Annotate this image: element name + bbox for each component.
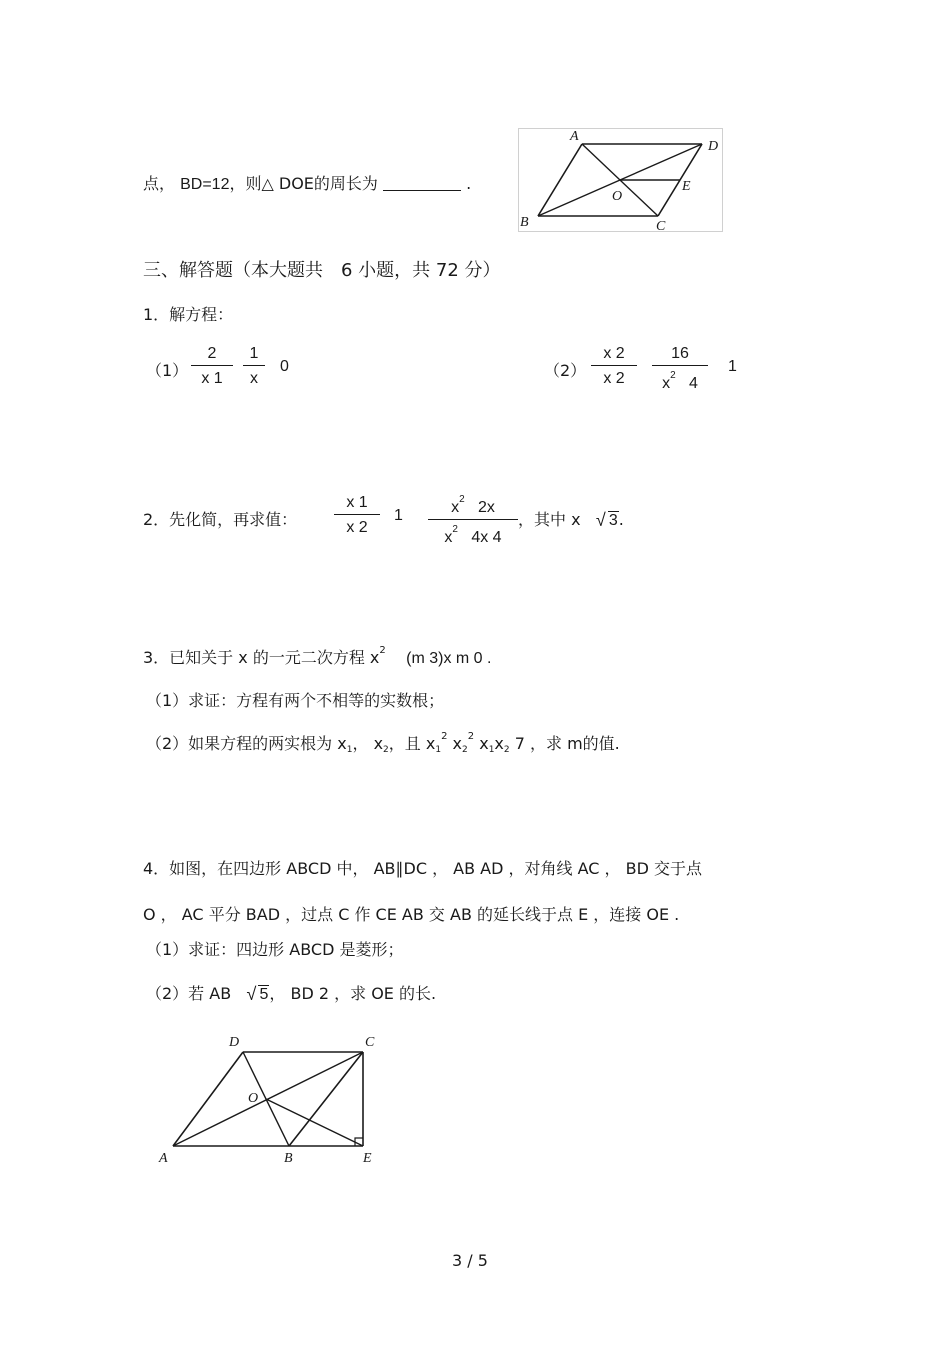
q3-p2 xyxy=(146,731,620,755)
q2-fraction-2 xyxy=(428,494,518,547)
q1-p1-f1-num: 2 xyxy=(191,345,233,366)
q1-p1-f2-num: 1 xyxy=(243,345,265,366)
q3-label: 3．已知关于 x 的一元二次方程 x xyxy=(143,648,380,667)
top-line xyxy=(143,171,471,194)
sqrt-icon: √ xyxy=(595,510,606,530)
q4-p2-root: 5 xyxy=(259,986,269,1003)
q1-p2-f1-den: x 2 xyxy=(603,370,625,387)
fig1-label-a: A xyxy=(570,129,579,144)
fig1-label-d: D xyxy=(708,139,719,154)
q1-p2-fraction-2 xyxy=(652,345,708,393)
top-line-mid: ，则△ DOE的周长为 xyxy=(229,174,378,193)
q2-f2-num-exp: 2 xyxy=(459,494,465,505)
q4-p1: （1）求证：四边形 ABCD 是菱形； xyxy=(146,940,404,959)
page-number: 3 / 5 xyxy=(452,1251,488,1270)
q3-p2-c: ，且 x xyxy=(388,734,436,753)
q3-p2-e: x xyxy=(474,734,489,753)
side-ad xyxy=(173,1052,243,1146)
q4-p2 xyxy=(146,981,436,1004)
q3-p2-e-sub: 1 xyxy=(488,745,495,755)
q2-f2-num-b: 2x xyxy=(478,499,495,516)
q1-p2-fraction-1 xyxy=(591,345,637,388)
q1-p1-f1-den: x 1 xyxy=(201,370,223,387)
q1-p1-fraction-2 xyxy=(243,345,265,388)
q1-p2-f1-num: x 2 xyxy=(591,345,637,366)
q3-p2-d: x xyxy=(447,734,463,753)
fig2-label-o: O xyxy=(248,1091,259,1106)
top-line-prefix: 点， xyxy=(143,174,176,193)
q3-p2-s2: 2 xyxy=(383,745,389,755)
q3-line xyxy=(143,645,491,668)
q2-root: 3 xyxy=(608,512,618,529)
top-line-end: . xyxy=(466,174,472,193)
fig2-label-b: B xyxy=(284,1151,293,1166)
section-title: 三、解答题（本大题共 6 小题，共 72 分） xyxy=(143,260,501,281)
segment-oe xyxy=(266,1099,363,1146)
q2-f2-den-exp: 2 xyxy=(452,524,458,535)
q2-f2-num-a: x xyxy=(451,499,460,516)
q4-sqrt xyxy=(246,986,269,1004)
q3-p2-g: 7 ，求 m的值. xyxy=(509,734,620,753)
q3-p2-s1: 1 xyxy=(346,745,353,755)
q2-one: 1 xyxy=(394,507,403,524)
fig1-label-b: B xyxy=(520,215,529,230)
q2-tail xyxy=(518,507,624,530)
q3-p2-f: x xyxy=(494,734,504,753)
q2-fraction-1 xyxy=(334,494,380,537)
sqrt-icon: √ xyxy=(246,984,257,1004)
q1-p2-f2-den-exp: 2 xyxy=(670,370,676,381)
fig1-label-o: O xyxy=(612,189,623,204)
q3-p2-c-sub: 1 xyxy=(435,745,442,755)
q2-f2-den-a: x xyxy=(444,529,453,546)
fig2-label-c: C xyxy=(365,1035,375,1050)
q2-f2-den-b: 4x 4 xyxy=(471,529,502,546)
q3-p2-d-exp: 2 xyxy=(467,731,475,742)
q2-f1-num: x 1 xyxy=(334,494,380,515)
q1-p2-f2-den-a: x xyxy=(662,375,671,392)
q2-tail-text: ，其中 x xyxy=(518,510,581,529)
fig2-label-d: D xyxy=(229,1035,240,1050)
q3-p1: （1）求证：方程有两个不相等的实数根； xyxy=(146,691,445,710)
fig2-label-a: A xyxy=(159,1151,168,1166)
q4-line2: O ， AC 平分 BAD ，过点 C 作 CE AB 交 AB 的延长线于点 E ，连接 OE . xyxy=(143,905,680,924)
q1-p2-f2-den-b: 4 xyxy=(689,375,698,392)
q3-eq: (m 3)x m 0 . xyxy=(406,650,492,667)
q1-p1-f2-den: x xyxy=(250,370,258,387)
q1-p2-tag: （2） xyxy=(544,361,587,380)
side-ba xyxy=(538,144,582,216)
q4-p2-a: （2）若 AB xyxy=(146,984,232,1003)
q2-f1-den: x 2 xyxy=(346,519,368,536)
q1-p1-rhs: 0 xyxy=(280,358,289,375)
q3-p2-b: ， x xyxy=(352,734,384,753)
fig1-label-e: E xyxy=(682,179,691,194)
q1-p2-f2-den xyxy=(652,366,708,393)
top-line-bd: BD=12 xyxy=(180,176,230,193)
answer-blank xyxy=(383,174,461,191)
q3-exp: 2 xyxy=(379,645,386,656)
q3-p2-f-sub: 2 xyxy=(503,745,510,755)
q4-line1: 4．如图，在四边形 ABCD 中， AB∥DC ， AB AD ，对角线 AC ， BD 交于点 xyxy=(143,859,702,878)
fig1-label-c: C xyxy=(656,219,666,233)
fig2-label-e: E xyxy=(363,1151,372,1166)
q1-p1-tag: （1） xyxy=(146,361,189,380)
figure-parallelogram-top xyxy=(518,128,724,233)
q1-label: 1．解方程： xyxy=(143,305,234,324)
q2-f2-num xyxy=(428,494,518,520)
q2-f2-den xyxy=(428,520,518,547)
q2-end: . xyxy=(618,510,624,529)
side-cb xyxy=(289,1052,363,1146)
q3-p2-d-sub: 2 xyxy=(462,745,468,755)
q2-sqrt xyxy=(596,512,619,530)
figure-rhombus xyxy=(155,1030,385,1168)
q2-label: 2．先化简，再求值： xyxy=(143,510,298,529)
q4-p2-b: ， BD 2 ，求 OE 的长. xyxy=(269,984,437,1003)
q1-p1-fraction-1 xyxy=(191,345,233,388)
q1-p2-f2-num: 16 xyxy=(652,345,708,366)
q3-p2-a: （2）如果方程的两实根为 x xyxy=(146,734,347,753)
q3-p2-c-exp: 2 xyxy=(441,731,448,742)
q1-p2-rhs: 1 xyxy=(728,358,737,375)
